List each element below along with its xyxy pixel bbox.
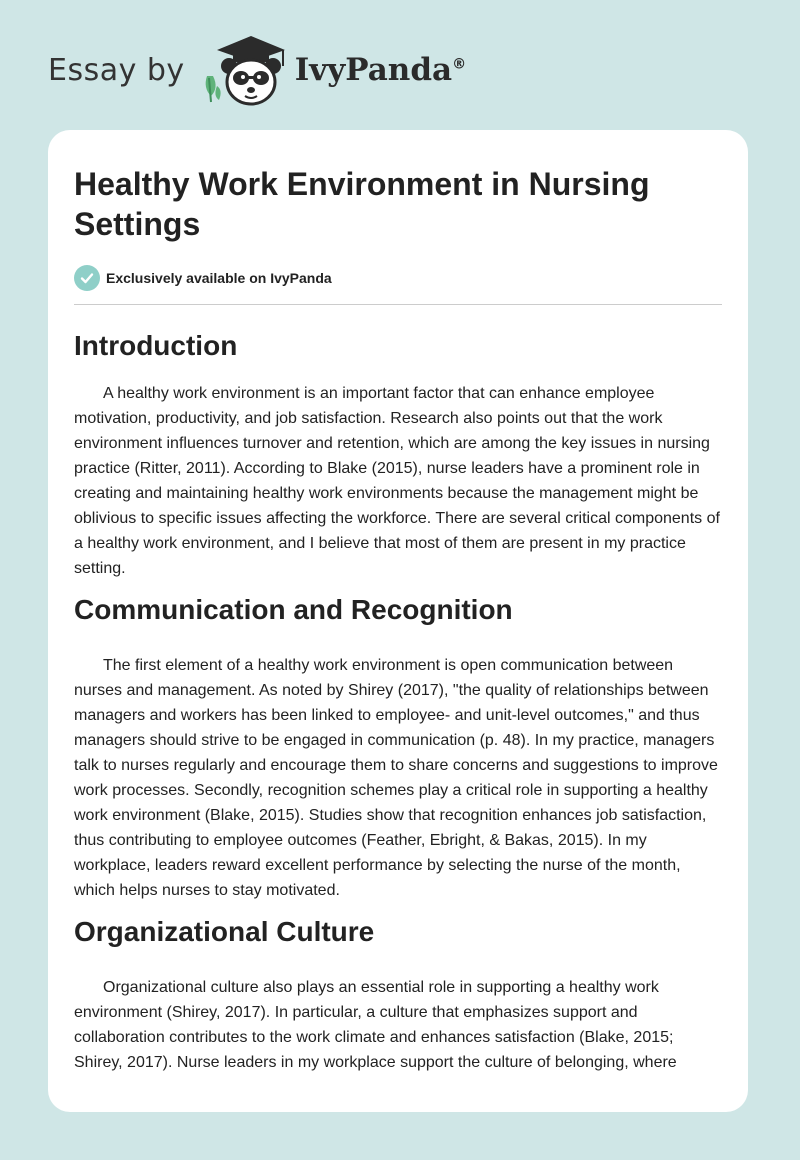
essay-card [48,130,748,1112]
section-heading-culture: Organizational Culture [74,916,375,947]
site-header [48,30,508,110]
page-title: Healthy Work Environment in Nursing Settings [74,166,650,242]
section-heading-introduction: Introduction [74,330,238,361]
section-heading-communication: Communication and Recognition [74,594,513,625]
registered-mark: ® [452,56,467,73]
check-circle-icon [74,265,100,291]
title-divider [74,304,722,305]
section-paragraph-culture: Organizational culture also plays an essential role in supporting a healthy work environment (Shirey, 2017). In particular, a culture that emphasizes support and collaboration contributes to the work climate and enhances satisfaction (Blake, 2015; Shirey, 2017). Nurse leaders in my workplace support the culture of belonging, where [74,979,677,1071]
section-paragraph-introduction: A healthy work environment is an important factor that can enhance employee motivation, productivity, and job satisfaction. Research also points out that the work environment influences turnover and retention, which are among the key issues in nursing practice (Ritter, 2011). According to Blake (2015), nurse leaders have a prominent role in creating and maintaining healthy work environments because the management might be oblivious to specific issues affecting the workforce. There are several critical components of a healthy work environment, and I believe that most of them are present in my practice setting. [74,385,720,577]
brand-name[interactable]: IvyPanda® [294,52,467,88]
panda-graduate-icon[interactable] [199,30,291,110]
exclusive-badge-label: Exclusively available on IvyPanda [106,270,332,286]
essay-by-label: Essay by [48,52,185,88]
exclusive-badge [74,264,722,292]
section-paragraph-communication: The first element of a healthy work environment is open communication between nurses and management. As noted by Shirey (2017), "the quality of relationships between managers and workers has been linked to employee- and unit-level outcomes," and thus managers should strive to be engaged in communication (p. 48). In my practice, managers talk to nurses regularly and encourage them to share concerns and suggestions to improve work processes. Secondly, recognition schemes play a critical role in supporting a healthy work environment (Blake, 2015). Studies show that recognition enhances job satisfaction, thus contributing to employee outcomes (Feather, Ebright, & Bakas, 2015). In my workplace, leaders reward excellent performance by selecting the nurse of the month, which helps nurses to stay motivated. [74,657,718,899]
